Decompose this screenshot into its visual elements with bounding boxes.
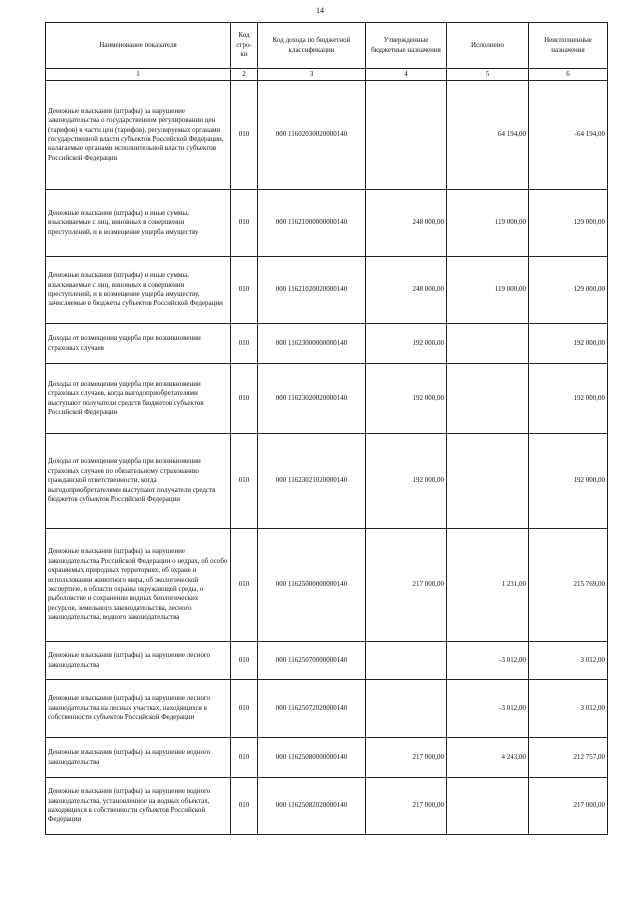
- revenue-code: 000 11623020020000140: [258, 364, 366, 434]
- unexecuted-amount: 212 757,00: [529, 738, 608, 778]
- table-row: [46, 364, 608, 434]
- unexecuted-amount: 217 000,00: [529, 778, 608, 835]
- executed-amount: 119 000,00: [447, 257, 529, 324]
- header-executed: Исполнено: [447, 23, 529, 69]
- table-row: [46, 324, 608, 364]
- executed-amount: [447, 364, 529, 434]
- indicator-name: Доходы от возмещения ущерба при возникновении страховых случаев, когда выгодоприобретателями выступают получатели средств бюджетов субъектов Российской Федерации: [46, 364, 231, 434]
- approved-amount: 192 000,00: [366, 434, 447, 529]
- indicator-name: Доходы от возмещения ущерба при возникновении страховых случаев по обязательному страхованию гражданской ответственности, когда выгодоприобретателями выступают получатели средств бюджетов субъектов Российской Федерации: [46, 434, 231, 529]
- revenue-code: 000 11621020020000140: [258, 257, 366, 324]
- unexecuted-amount: 192 000,00: [529, 324, 608, 364]
- indicator-name: Денежные взыскания (штрафы) за нарушение водного законодательства, установленное на водных объектах, находящихся в собственности субъектов Российской Федерации: [46, 778, 231, 835]
- executed-amount: 4 243,00: [447, 738, 529, 778]
- column-number: 3: [258, 69, 366, 81]
- executed-amount: 119 000,00: [447, 190, 529, 257]
- indicator-name: Денежные взыскания (штрафы) и иные суммы, взыскиваемые с лиц, виновных в совершении преступлений, и в возмещение ущерба имуществу, зачисляемые в бюджеты субъектов Российской Федерации: [46, 257, 231, 324]
- approved-amount: 217 000,00: [366, 529, 447, 642]
- header-line-code: Код стро- ки: [231, 23, 258, 69]
- revenue-code: 000 11623000000000140: [258, 324, 366, 364]
- revenue-code: 000 11623021020000140: [258, 434, 366, 529]
- line-code: 010: [231, 529, 258, 642]
- indicator-name: Денежные взыскания (штрафы) за нарушение лесного законодательства на лесных участках, находящихся в собственности субъектов Российской Федерации: [46, 680, 231, 738]
- table-row: [46, 434, 608, 529]
- table-row: [46, 738, 608, 778]
- column-number: 2: [231, 69, 258, 81]
- line-code: 010: [231, 257, 258, 324]
- approved-amount: 192 000,00: [366, 324, 447, 364]
- line-code: 010: [231, 738, 258, 778]
- line-code: 010: [231, 680, 258, 738]
- table-row: [46, 778, 608, 835]
- executed-amount: [447, 324, 529, 364]
- revenue-code: 000 11621000000000140: [258, 190, 366, 257]
- column-number: 5: [447, 69, 529, 81]
- line-code: 010: [231, 324, 258, 364]
- unexecuted-amount: 3 012,00: [529, 680, 608, 738]
- approved-amount: 217 000,00: [366, 778, 447, 835]
- unexecuted-amount: -64 194,00: [529, 81, 608, 190]
- indicator-name: Денежные взыскания (штрафы) за нарушение законодательства Российской Федерации о недрах, об особо охраняемых природных территориях, об охране и использовании животного мира, об экологической экспертизе, в области охраны окружающей среды, о рыболовстве и сохранении водных биологических ресурсов, земельного законодательства, лесного законодательства, водного законодательства: [46, 529, 231, 642]
- table-row: [46, 257, 608, 324]
- revenue-code: 000 11625072020000140: [258, 680, 366, 738]
- approved-amount: 192 000,00: [366, 364, 447, 434]
- approved-amount: 248 000,00: [366, 190, 447, 257]
- line-code: 010: [231, 642, 258, 680]
- revenue-code: 000 11625082020000140: [258, 778, 366, 835]
- indicator-name: Доходы от возмещения ущерба при возникновении страховых случаев: [46, 324, 231, 364]
- unexecuted-amount: 129 000,00: [529, 257, 608, 324]
- executed-amount: 1 231,00: [447, 529, 529, 642]
- header-approved: Утвержденные бюджетные назначения: [366, 23, 447, 69]
- executed-amount: [447, 434, 529, 529]
- line-code: 010: [231, 190, 258, 257]
- indicator-name: Денежные взыскания (штрафы) за нарушение лесного законодательства: [46, 642, 231, 680]
- approved-amount: 248 000,00: [366, 257, 447, 324]
- line-code: 010: [231, 364, 258, 434]
- revenue-table: [45, 22, 608, 835]
- executed-amount: -3 012,00: [447, 680, 529, 738]
- table-row: [46, 81, 608, 190]
- revenue-code: 000 11625070000000140: [258, 642, 366, 680]
- unexecuted-amount: 192 000,00: [529, 364, 608, 434]
- table-row: [46, 642, 608, 680]
- unexecuted-amount: 3 012,00: [529, 642, 608, 680]
- approved-amount: [366, 642, 447, 680]
- table-header-row: [46, 23, 608, 69]
- indicator-name: Денежные взыскания (штрафы) и иные суммы, взыскиваемые с лиц, виновных в совершении преступлений, и в возмещение ущерба имуществу: [46, 190, 231, 257]
- indicator-name: Денежные взыскания (штрафы) за нарушение водного законодательства: [46, 738, 231, 778]
- table-row: [46, 680, 608, 738]
- approved-amount: [366, 680, 447, 738]
- column-number: 4: [366, 69, 447, 81]
- column-number: 1: [46, 69, 231, 81]
- line-code: 010: [231, 434, 258, 529]
- executed-amount: 64 194,00: [447, 81, 529, 190]
- revenue-code: 000 11602030020000140: [258, 81, 366, 190]
- unexecuted-amount: 215 769,00: [529, 529, 608, 642]
- approved-amount: [366, 81, 447, 190]
- approved-amount: 217 000,00: [366, 738, 447, 778]
- revenue-code: 000 11625080000000140: [258, 738, 366, 778]
- unexecuted-amount: 192 000,00: [529, 434, 608, 529]
- column-number: 6: [529, 69, 608, 81]
- indicator-name: Денежные взыскания (штрафы) за нарушение законодательства о государственном регулировании цен (тарифов) в части цен (тарифов), регулируемых органами государственной власти субъектов Российской Федерации, налагаемые органами исполнительной власти субъектов Российской Федерации: [46, 81, 231, 190]
- line-code: 010: [231, 81, 258, 190]
- executed-amount: [447, 778, 529, 835]
- page-number: 14: [316, 6, 324, 15]
- table-row: [46, 190, 608, 257]
- column-number-row: [46, 69, 608, 81]
- header-indicator-name: Наименование показателя: [46, 23, 231, 69]
- revenue-code: 000 11625000000000140: [258, 529, 366, 642]
- header-revenue-code: Код дохода по бюджетной классификации: [258, 23, 366, 69]
- line-code: 010: [231, 778, 258, 835]
- unexecuted-amount: 129 000,00: [529, 190, 608, 257]
- header-unexecuted: Неисполненные назначения: [529, 23, 608, 69]
- table-row: [46, 529, 608, 642]
- executed-amount: -3 012,00: [447, 642, 529, 680]
